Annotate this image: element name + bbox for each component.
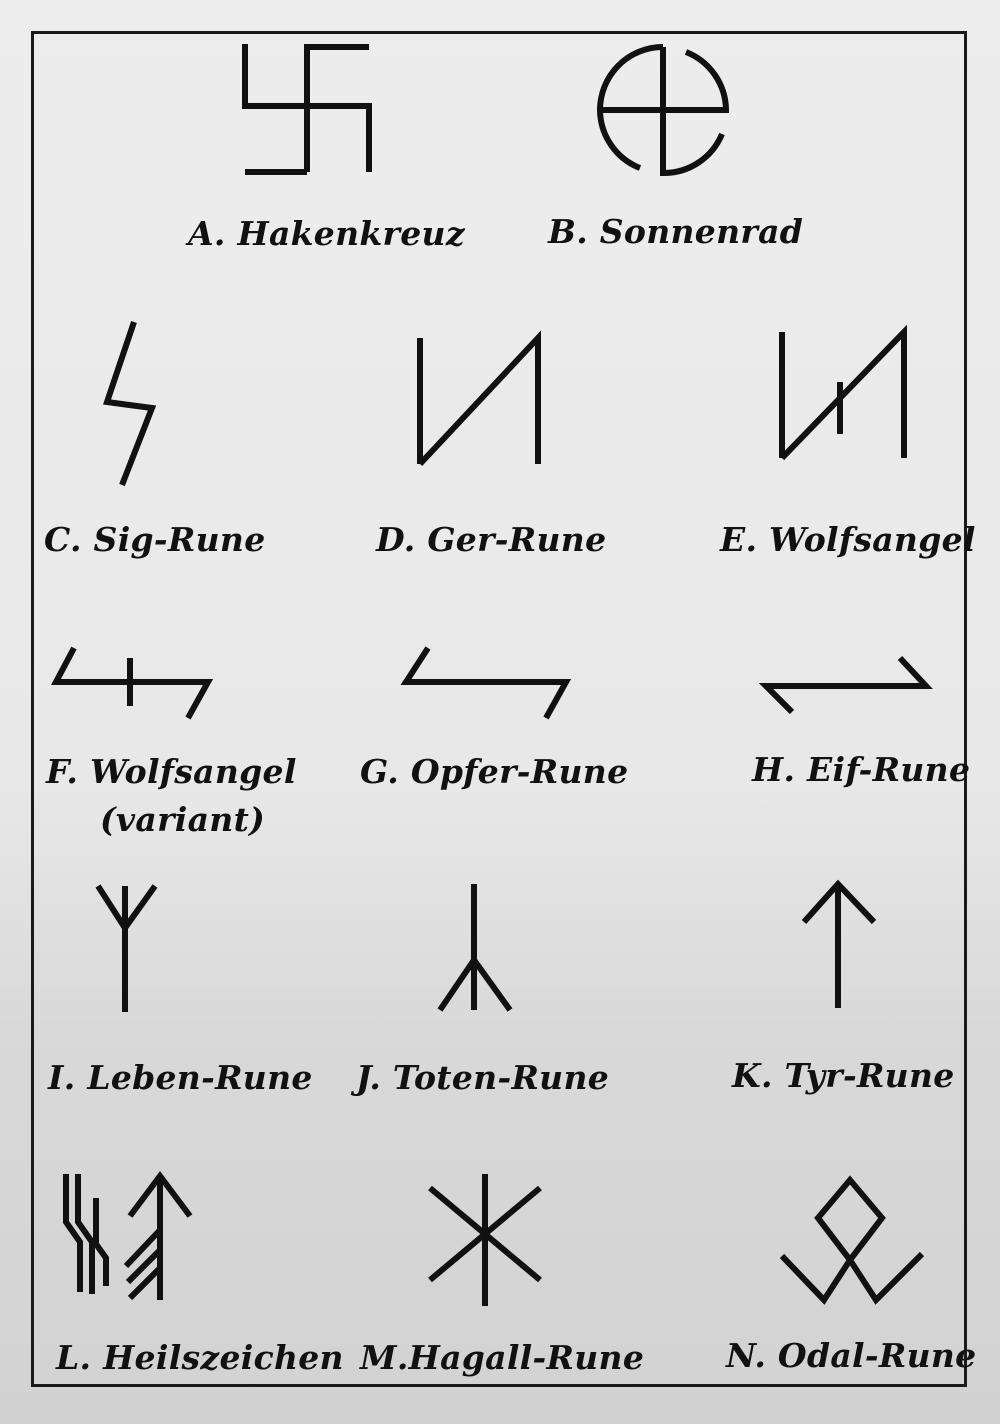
symbol-label-a: A. Hakenkreuz xyxy=(188,214,465,253)
symbol-label-e: E. Wolfsangel xyxy=(720,520,976,559)
symbol-label-i: I. Leben-Rune xyxy=(48,1058,313,1097)
toten-rune-icon xyxy=(436,882,516,1014)
symbol-label-m: M.Hagall-Rune xyxy=(360,1338,645,1377)
eif-rune-icon xyxy=(760,654,932,718)
odal-rune-icon xyxy=(778,1176,926,1304)
opfer-rune-icon xyxy=(400,644,572,722)
symbol-label-c: C. Sig-Rune xyxy=(44,520,266,559)
symbol-label-j: J. Toten-Rune xyxy=(356,1058,610,1097)
wolfsangel-icon xyxy=(776,330,910,462)
symbol-label-f: F. Wolfsangel xyxy=(46,752,297,791)
hagall-rune-icon xyxy=(424,1172,546,1308)
sig-rune-icon xyxy=(100,320,160,488)
sonnenrad-icon xyxy=(596,44,732,180)
tyr-rune-icon xyxy=(800,880,880,1010)
hakenkreuz-icon xyxy=(240,44,380,176)
ger-rune-icon xyxy=(414,336,546,468)
leben-rune-icon xyxy=(94,882,160,1014)
symbol-label-l: L. Heilszeichen xyxy=(56,1338,344,1377)
symbol-label-b: B. Sonnenrad xyxy=(548,212,804,251)
heilszeichen-icon xyxy=(56,1170,198,1306)
symbol-label-d: D. Ger-Rune xyxy=(376,520,607,559)
symbol-label-f-variant: (variant) xyxy=(100,800,266,839)
symbol-label-h: H. Eif-Rune xyxy=(752,750,971,789)
wolfsangel-variant-icon xyxy=(50,644,216,722)
symbol-label-n: N. Odal-Rune xyxy=(726,1336,977,1375)
symbol-label-k: K. Tyr-Rune xyxy=(732,1056,955,1095)
symbol-label-g: G. Opfer-Rune xyxy=(360,752,629,791)
